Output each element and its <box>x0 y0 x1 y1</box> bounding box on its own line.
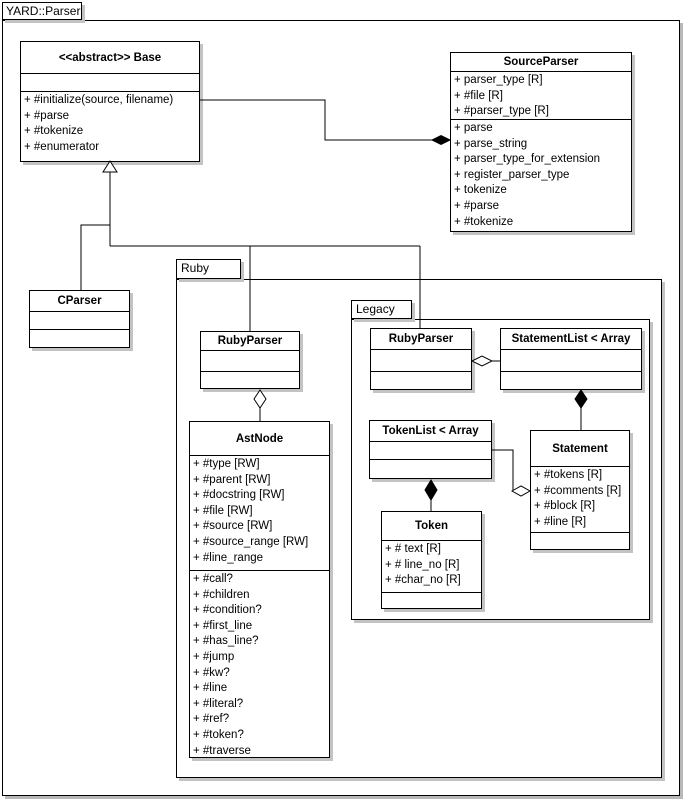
member-row: + #docstring [RW] <box>193 489 285 502</box>
member-row: + tokenize <box>454 184 507 197</box>
member-row: + #jump <box>193 650 235 663</box>
member-row: + #source_range [RW] <box>193 535 309 548</box>
class-title: RubyParser <box>388 333 454 345</box>
member-row: + #type [RW] <box>193 458 260 470</box>
class-methods-compartment <box>21 91 199 161</box>
class-attributes-compartment <box>30 311 129 329</box>
class-attributes-compartment <box>21 73 199 91</box>
class-attributes-compartment <box>382 540 481 592</box>
member-row: + #parse <box>24 109 70 122</box>
class-methods-compartment <box>501 371 641 389</box>
class-title: <<abstract>> Base <box>58 51 162 64</box>
member-row: + parser_type_for_extension <box>454 153 601 166</box>
member-row: + # line_no [R] <box>385 558 460 571</box>
member-row: + parser_type [R] <box>454 74 543 86</box>
member-row: + #enumerator <box>24 140 100 153</box>
member-row: + #call? <box>193 573 233 585</box>
class-attributes-compartment <box>501 349 641 371</box>
class-box-base <box>20 41 200 162</box>
member-row: + #file [RW] <box>193 504 253 517</box>
class-box-astnode <box>189 421 330 758</box>
member-row: + #ref? <box>193 713 230 726</box>
class-box-source-parser <box>450 52 632 232</box>
member-row: + #source [RW] <box>193 520 273 533</box>
class-attributes-compartment <box>451 71 631 119</box>
class-methods-compartment <box>371 371 471 389</box>
member-row: + #traverse <box>193 744 251 757</box>
member-row: + #line_range <box>193 551 264 564</box>
member-row: + parse <box>454 122 493 134</box>
member-row: + #kw? <box>193 666 230 679</box>
class-title: Token <box>414 520 448 532</box>
class-methods-compartment <box>30 329 129 347</box>
class-methods-compartment <box>531 532 629 549</box>
package-tab-ruby <box>176 259 241 279</box>
member-row: + #token? <box>193 728 244 741</box>
class-box-legacy-rubyparser <box>370 328 472 390</box>
member-row: + #literal? <box>193 697 244 710</box>
class-title: CParser <box>57 295 102 307</box>
member-row: + #has_line? <box>193 635 259 648</box>
class-attributes-compartment <box>370 441 491 459</box>
member-row: + #children <box>193 588 250 601</box>
member-row: + #char_no [R] <box>385 574 461 587</box>
member-row: + #comments [R] <box>534 484 622 497</box>
package-tab-legacy <box>351 300 412 319</box>
class-methods-compartment <box>382 592 481 608</box>
class-box-ruby-rubyparser <box>200 331 300 389</box>
class-title: Statement <box>552 442 608 455</box>
class-attributes-compartment <box>201 350 299 371</box>
class-title: AstNode <box>235 432 284 445</box>
class-title: TokenList < Array <box>382 425 479 437</box>
class-methods-compartment <box>201 371 299 388</box>
package-label-legacy: Legacy <box>356 302 395 316</box>
member-row: + # text [R] <box>385 543 441 555</box>
member-row: + #block [R] <box>534 500 596 513</box>
member-row: + #file [R] <box>454 89 503 102</box>
class-box-statementlist <box>500 328 642 390</box>
member-row: + #tokens [R] <box>534 469 603 481</box>
class-title: SourceParser <box>503 56 579 68</box>
class-box-cparser <box>29 290 130 348</box>
member-row: + #tokenize <box>24 125 84 138</box>
member-row: + #parent [RW] <box>193 473 271 486</box>
class-methods-compartment <box>370 459 491 478</box>
class-attributes-compartment <box>371 349 471 371</box>
class-box-tokenlist <box>369 420 492 479</box>
member-row: + #condition? <box>193 604 262 617</box>
diagram-frame-tab <box>2 2 82 20</box>
member-row: + #line [R] <box>534 515 587 528</box>
member-row: + #first_line <box>193 619 253 632</box>
class-attributes-compartment <box>190 455 329 570</box>
class-attributes-compartment <box>531 466 629 532</box>
diagram-title: YARD::Parser <box>6 4 81 18</box>
class-methods-compartment <box>190 570 329 757</box>
class-methods-compartment <box>451 119 631 231</box>
class-title: RubyParser <box>217 335 283 347</box>
class-box-token <box>381 511 482 609</box>
member-row: + #parser_type [R] <box>454 105 549 118</box>
member-row: + parse_string <box>454 137 528 150</box>
member-row: + #initialize(source, filename) <box>24 94 174 106</box>
member-row: + #tokenize <box>454 215 514 228</box>
member-row: + #line <box>193 682 228 695</box>
class-box-statement <box>530 430 630 550</box>
member-row: + register_parser_type <box>454 168 570 181</box>
member-row: + #parse <box>454 199 500 212</box>
package-label-ruby: Ruby <box>181 261 210 275</box>
class-title: StatementList < Array <box>511 333 631 345</box>
